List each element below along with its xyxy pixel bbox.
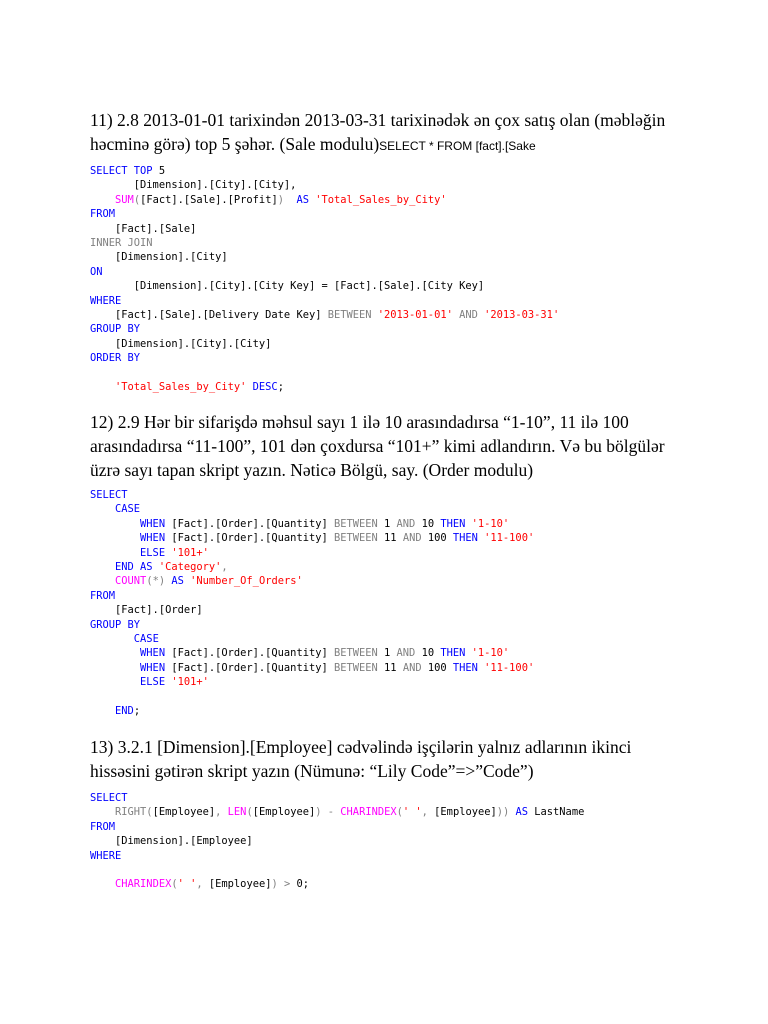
code-token: AND — [452, 308, 485, 321]
code-token: 5 — [158, 165, 166, 177]
code-token: THEN — [452, 532, 485, 545]
code-token: CASE — [133, 632, 159, 645]
code-line — [90, 351, 559, 365]
code-token: [Fact].[Order].[Quantity] — [171, 647, 334, 660]
code-token — [90, 381, 115, 393]
code-token: , — [196, 878, 209, 891]
code-token: ' ' — [402, 806, 422, 819]
code-line — [90, 560, 534, 574]
code-token: AS — [296, 193, 316, 206]
code-token: AND — [402, 532, 428, 545]
code-line — [90, 178, 559, 192]
code-token: AND — [396, 517, 422, 530]
code-token: 0; — [296, 878, 310, 891]
code-token: SELECT — [90, 489, 128, 501]
code-line — [90, 308, 559, 322]
code-token: [Dimension].[City].[City], — [90, 179, 297, 192]
code-token: BETWEEN — [327, 308, 378, 321]
code-token: BETWEEN — [333, 532, 385, 545]
code-token — [90, 575, 115, 587]
code-token: '2013-03-31' — [484, 308, 560, 321]
code-line — [90, 193, 559, 207]
code-line — [90, 546, 534, 560]
code-token: [Fact].[Sale].[Profit] — [140, 193, 278, 206]
code-token: CASE — [115, 503, 141, 516]
code-token: [Employee] — [252, 806, 316, 819]
code-line — [90, 574, 534, 588]
code-token: 11 — [384, 661, 403, 674]
code-token — [90, 676, 140, 688]
code-line — [90, 661, 534, 675]
code-token: ( — [246, 806, 253, 819]
code-line — [90, 164, 559, 178]
code-line — [90, 589, 534, 603]
code-token: 'Category' — [158, 560, 222, 573]
code-token: [Fact].[Sale] — [90, 222, 197, 235]
code-line — [90, 279, 559, 293]
code-line — [90, 805, 584, 819]
code-line — [90, 294, 559, 308]
code-token: '11-100' — [484, 661, 535, 674]
code-token — [90, 806, 115, 818]
code-token: CHARINDEX — [115, 878, 172, 891]
code-line — [90, 863, 584, 877]
heading-line: arasındadırsa “11-100”, 101 dən çoxdursa “101+” kimi adlandırın. Və bu bölgülər — [90, 436, 665, 456]
code-token: 10 — [421, 647, 441, 660]
code-line — [90, 675, 534, 689]
code-token: 100 — [427, 532, 453, 545]
code-token: 'Total_Sales_by_City' — [115, 380, 247, 393]
code-token: AS — [165, 575, 191, 588]
code-token: ( — [396, 806, 403, 819]
code-token — [90, 547, 140, 559]
code-token — [90, 503, 115, 515]
question-12-heading — [90, 410, 690, 482]
code-token: THEN — [452, 661, 485, 674]
sql-code-block-11 — [90, 164, 559, 394]
code-line — [90, 689, 534, 703]
code-token: AS — [509, 806, 535, 819]
code-line — [90, 322, 559, 336]
code-token — [90, 662, 140, 674]
code-token: GROUP BY — [90, 323, 141, 336]
code-token: '1-10' — [471, 647, 510, 660]
code-line — [90, 820, 584, 834]
code-token — [90, 647, 140, 659]
heading-code-fragment: SELECT * FROM [fact].[Sake — [379, 139, 536, 153]
code-token — [90, 561, 115, 573]
heading-line: üzrə sayı tapan skript yazın. Nəticə Bölgü, say. (Order modulu) — [90, 460, 534, 480]
code-token: LEN — [227, 806, 247, 819]
code-token: END — [115, 704, 134, 717]
code-token: CHARINDEX — [340, 806, 397, 819]
code-token: BETWEEN — [333, 647, 385, 660]
code-token: FROM — [90, 820, 116, 833]
code-token: (*) — [146, 575, 166, 588]
code-token: [Fact].[Order].[Quantity] — [171, 532, 334, 545]
code-token: , — [221, 560, 228, 573]
sql-code-block-13 — [90, 791, 584, 892]
code-token: 11 — [384, 532, 403, 545]
code-token: WHERE — [90, 849, 122, 862]
code-token: WHEN — [140, 661, 172, 674]
code-token — [90, 705, 115, 717]
code-token — [284, 194, 297, 206]
code-line — [90, 365, 559, 379]
code-token: [Dimension].[Employee] — [90, 835, 253, 848]
code-token: ; — [277, 380, 291, 393]
code-token: 1 — [384, 647, 397, 660]
code-token: WHEN — [140, 647, 172, 660]
code-token: SUM — [115, 193, 134, 206]
code-token: GROUP BY — [90, 618, 141, 631]
code-token: ) > — [271, 878, 297, 891]
code-token: ' ' — [177, 878, 197, 891]
heading-line: 12) 2.9 Hər bir sifarişdə məhsul sayı 1 ilə 10 arasındadırsa “1-10”, 11 ilə 100 — [90, 412, 629, 432]
code-token: [Employee] — [208, 878, 272, 891]
code-token: ( — [133, 193, 141, 206]
code-line — [90, 646, 534, 660]
code-line — [90, 265, 559, 279]
sql-code-block-12 — [90, 488, 534, 718]
code-token — [90, 518, 140, 530]
code-token: 'Total_Sales_by_City' — [315, 193, 447, 206]
code-token: THEN — [440, 647, 472, 660]
heading-line — [90, 132, 690, 158]
code-token: ) — [277, 193, 284, 206]
code-token: [Dimension].[City] — [90, 251, 228, 264]
code-token: WHEN — [140, 517, 172, 530]
code-line — [90, 337, 559, 351]
code-token: , — [215, 806, 228, 819]
code-token: [Employee] — [152, 806, 216, 819]
code-token: 1 — [384, 517, 397, 530]
code-token: INNER JOIN — [90, 236, 153, 249]
heading-text: həcminə görə) top 5 şəhər. (Sale modulu) — [90, 134, 380, 154]
code-token: [Fact].[Order].[Quantity] — [171, 517, 334, 530]
code-token: ( — [171, 878, 178, 891]
code-token: 10 — [421, 517, 441, 530]
code-line — [90, 704, 534, 718]
code-token: 'Number_Of_Orders' — [190, 575, 303, 588]
code-line — [90, 380, 559, 394]
code-token: ORDER BY — [90, 352, 141, 365]
code-line — [90, 207, 559, 221]
code-token — [90, 633, 134, 645]
code-token: WHERE — [90, 294, 122, 307]
code-token: THEN — [440, 517, 472, 530]
code-token: ON — [90, 265, 103, 278]
code-token: COUNT — [115, 575, 147, 588]
code-line — [90, 618, 534, 632]
code-token — [90, 532, 140, 544]
code-line — [90, 488, 534, 502]
code-token: [Fact].[Order].[Quantity] — [171, 661, 334, 674]
code-token: ELSE — [140, 546, 172, 559]
code-token: BETWEEN — [333, 661, 385, 674]
code-line — [90, 834, 584, 848]
code-token: BETWEEN — [333, 517, 385, 530]
code-token: ELSE — [140, 676, 172, 689]
code-line — [90, 632, 534, 646]
question-13-heading — [90, 735, 690, 783]
code-token: , — [421, 806, 435, 819]
code-line — [90, 502, 534, 516]
code-token: '2013-01-01' — [377, 308, 453, 321]
code-token: WHEN — [140, 532, 172, 545]
code-token: SELECT — [90, 792, 128, 804]
code-token: ) - — [315, 806, 341, 819]
heading-line: hissəsini gətirən skript yazın (Nümunə: “Lily Code”=>”Code”) — [90, 761, 534, 781]
code-token: SELECT TOP — [90, 165, 159, 177]
code-token: AND — [402, 661, 428, 674]
code-token: LastName — [534, 806, 585, 819]
code-line — [90, 531, 534, 545]
code-line — [90, 250, 559, 264]
code-token: FROM — [90, 208, 116, 221]
code-token: DESC — [246, 380, 278, 393]
code-token: '101+' — [171, 546, 209, 559]
code-token: [Dimension].[City].[City] — [90, 337, 272, 350]
code-line — [90, 603, 534, 617]
code-token: AND — [396, 647, 422, 660]
code-line — [90, 877, 584, 891]
code-line — [90, 222, 559, 236]
heading-line: 11) 2.8 2013-01-01 tarixindən 2013-03-31 tarixinədək ən çox satış olan (məbləğin — [90, 110, 666, 130]
code-token: [Dimension].[City].[City Key] = [Fact].[Sale].[City Key] — [90, 280, 485, 293]
code-line — [90, 236, 559, 250]
code-token: [Employee] — [434, 806, 497, 819]
question-11-heading — [90, 108, 690, 158]
code-line — [90, 849, 584, 863]
code-token: FROM — [90, 589, 116, 602]
code-token: [Fact].[Sale].[Delivery Date Key] — [90, 308, 328, 321]
code-token: RIGHT( — [115, 806, 153, 819]
code-token: )) — [496, 806, 510, 819]
code-line — [90, 517, 534, 531]
code-token: 100 — [427, 661, 453, 674]
code-token: END AS — [115, 560, 159, 573]
code-token: [Fact].[Order] — [90, 604, 203, 617]
code-token: '101+' — [171, 676, 209, 689]
code-token: '1-10' — [471, 517, 510, 530]
code-token: '11-100' — [484, 532, 535, 545]
code-line — [90, 791, 584, 805]
heading-line: 13) 3.2.1 [Dimension].[Employee] cədvəlində işçilərin yalnız adlarının ikinci — [90, 737, 632, 757]
code-token — [90, 878, 115, 890]
code-token — [90, 194, 115, 206]
code-token: ; — [133, 704, 141, 717]
